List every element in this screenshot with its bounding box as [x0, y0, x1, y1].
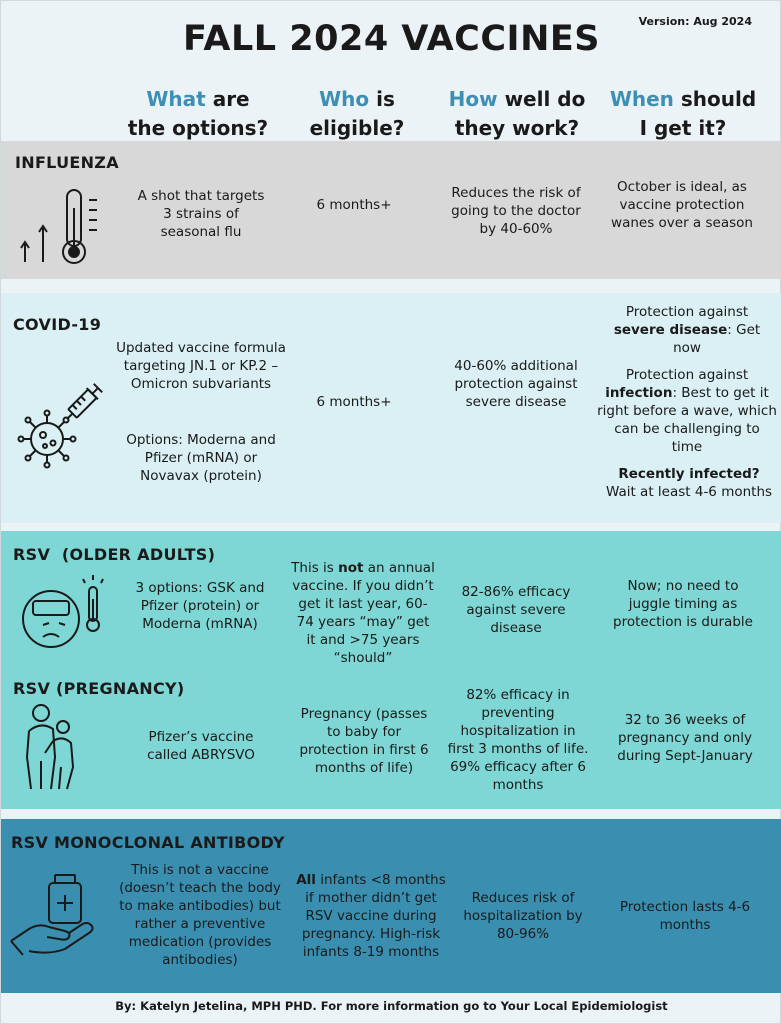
covid-options-formula: Updated vaccine formula targeting JN.1 or KP.2 – Omicron subvariants	[116, 340, 286, 392]
influenza-title: INFLUENZA	[15, 153, 119, 172]
column-heading-effectiveness: How well do they work?	[448, 87, 586, 140]
rsv-pregnancy-eligible: Pregnancy (passes to baby for protection in first 6 months of life)	[299, 706, 429, 776]
thermometer-rising-icon	[19, 186, 109, 272]
version-label: Version: Aug 2024	[638, 15, 752, 28]
covid-effectiveness: 40-60% additional protection against severe disease	[454, 358, 578, 410]
influenza-effectiveness: Reduces the risk of going to the doctor by 40-60%	[451, 185, 581, 237]
rsv-mono-timing: Protection lasts 4-6 months	[619, 899, 751, 933]
page-title: FALL 2024 VACCINES	[183, 19, 600, 59]
influenza-eligible: 6 months+	[316, 197, 392, 213]
virus-syringe-icon	[15, 383, 105, 473]
rsv-older-eligible: This is not an annual vaccine. If you didn’t get it last year, 60-74 years “may” get it and >75 years “should”	[291, 560, 435, 666]
rsv-mono-eligible: All infants <8 months if mother didn’t get RSV vaccine during pregnancy. High-risk infants 8-19 months	[296, 872, 446, 960]
rsv-pregnancy-timing: 32 to 36 weeks of pregnancy and only during Sept-January	[617, 712, 753, 764]
influenza-options: A shot that targets 3 strains of seasonal flu	[137, 188, 265, 240]
covid-title: COVID-19	[13, 315, 102, 334]
influenza-timing: October is ideal, as vaccine protection wanes over a season	[611, 179, 753, 231]
rsv-older-timing: Now; no need to juggle timing as protection is durable	[613, 578, 753, 630]
rsv-mono-effectiveness: Reduces risk of hospitalization by 80-96%	[463, 890, 583, 942]
rsv-pregnancy-title: RSV (PREGNANCY)	[13, 679, 185, 698]
footer-credit: By: Katelyn Jetelina, MPH PHD. For more information go to Your Local Epidemiologist	[115, 999, 668, 1013]
rsv-older-title: RSV (OLDER ADULTS)	[13, 545, 216, 564]
rsv-pregnancy-effectiveness: 82% efficacy in preventing hospitalization in first 3 months of life. 69% efficacy after 6 months	[447, 687, 589, 793]
column-heading-options: What are the options?	[127, 87, 269, 140]
covid-timing-infection: Protection against infection: Best to get it right before a wave, which can be challenging to time	[597, 367, 777, 455]
covid-options-makers: Options: Moderna and Pfizer (mRNA) or Novavax (protein)	[126, 432, 276, 484]
rsv-older-options: 3 options: GSK and Pfizer (protein) or Moderna (mRNA)	[135, 580, 265, 632]
sick-face-thermometer-icon	[19, 575, 111, 655]
rsv-pregnancy-options: Pfizer’s vaccine called ABRYSVO	[147, 729, 255, 763]
column-heading-eligible: Who is eligible?	[309, 87, 405, 140]
column-heading-timing: When should I get it?	[609, 87, 757, 140]
covid-eligible: 6 months+	[316, 394, 392, 410]
rsv-mono-title: RSV MONOCLONAL ANTIBODY	[11, 833, 285, 852]
rsv-older-effectiveness: 82-86% efficacy against severe disease	[461, 584, 571, 636]
covid-timing-severe: Protection against severe disease: Get now	[613, 304, 761, 356]
mother-child-icon	[17, 701, 87, 795]
hand-medicine-bottle-icon	[9, 869, 101, 965]
covid-timing-recent: Recently infected? Wait at least 4-6 months	[605, 466, 773, 500]
rsv-mono-options: This is not a vaccine (doesn’t teach the body to make antibodies) but rather a preventive medication (provides antibodies)	[119, 862, 281, 968]
